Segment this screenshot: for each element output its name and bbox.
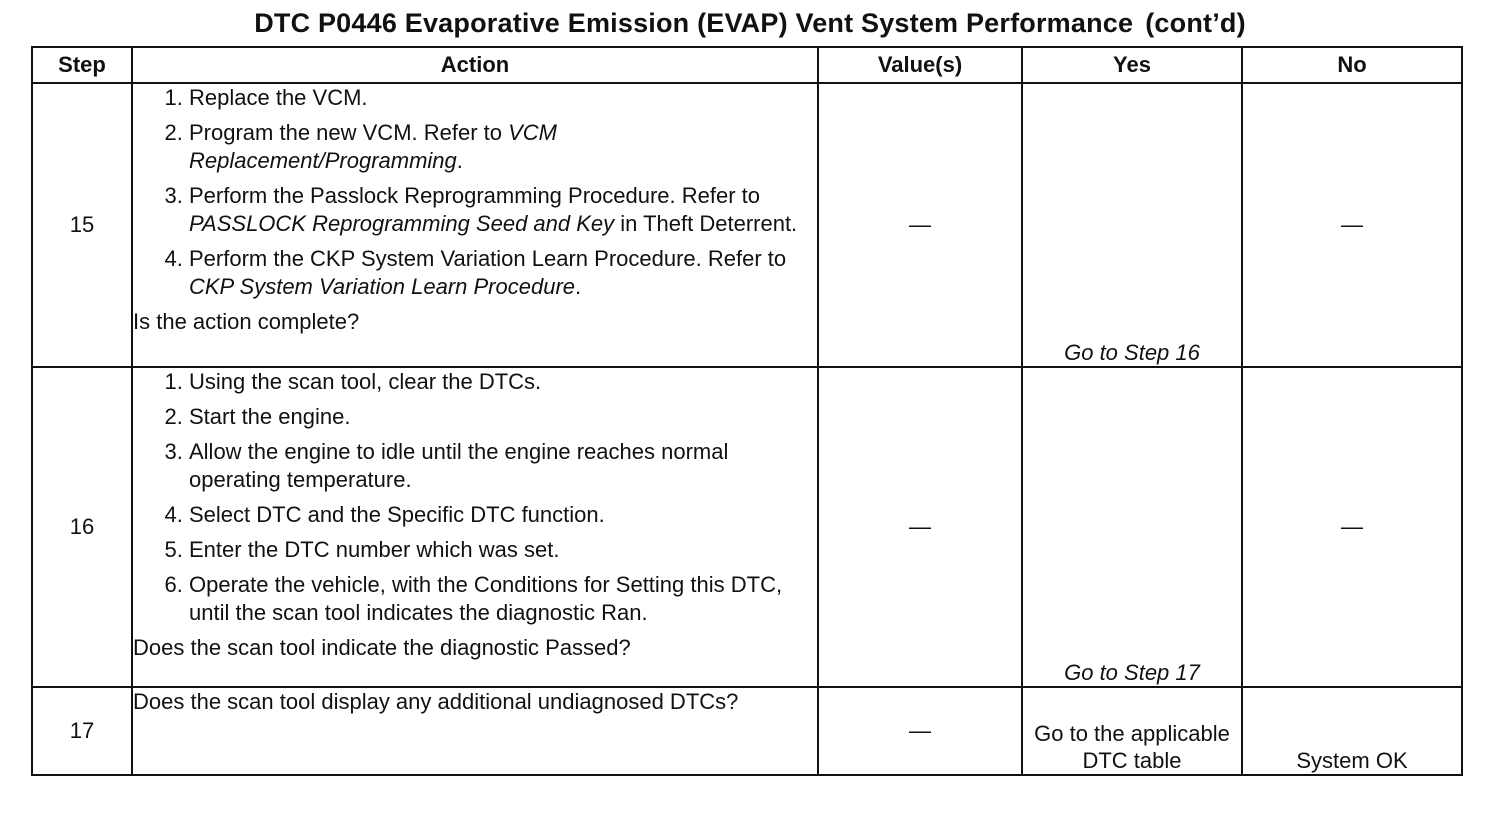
action-cell	[132, 83, 818, 367]
action-list	[133, 368, 817, 627]
value-cell: —	[818, 687, 1022, 775]
action-question: Does the scan tool display any additional undiagnosed DTCs?	[133, 689, 739, 714]
reference-link: VCM Replacement/Programming	[189, 120, 558, 173]
action-item: 2. Start the engine.	[189, 403, 817, 431]
header-action: Action	[132, 47, 818, 83]
title-main: DTC P0446 Evaporative Emission (EVAP) Vent System Performance	[254, 8, 1134, 38]
dtc-table	[31, 46, 1463, 776]
header-yes: Yes	[1022, 47, 1242, 83]
action-question: Is the action complete?	[133, 309, 360, 334]
step-number: 16	[32, 367, 132, 687]
header-row	[32, 47, 1462, 83]
action-item: 2. Program the new VCM. Refer to VCM Replacement/Programming.	[189, 119, 817, 175]
page-title	[0, 8, 1500, 39]
action-item: 4. Perform the CKP System Variation Learn Procedure. Refer to CKP System Variation Learn Procedure.	[189, 245, 817, 301]
action-item: 4. Select DTC and the Specific DTC function.	[189, 501, 817, 529]
value-cell: —	[818, 367, 1022, 687]
header-no: No	[1242, 47, 1462, 83]
header-step: Step	[32, 47, 132, 83]
action-list	[133, 84, 817, 301]
step-number: 17	[32, 687, 132, 775]
action-question: Does the scan tool indicate the diagnostic Passed?	[133, 635, 631, 660]
table-row-step-16	[32, 367, 1462, 687]
table-row-step-17	[32, 687, 1462, 775]
yes-result: Go to Step 17	[1064, 660, 1200, 685]
reference-link: CKP System Variation Learn Procedure	[189, 274, 575, 299]
action-item: 1. Replace the VCM.	[189, 84, 817, 112]
yes-cell	[1022, 83, 1242, 367]
yes-cell: Go to the applicable DTC table	[1022, 687, 1242, 775]
action-item: 5. Enter the DTC number which was set.	[189, 536, 817, 564]
action-item: 3. Allow the engine to idle until the engine reaches normal operating temperature.	[189, 438, 817, 494]
action-item: 6. Operate the vehicle, with the Conditions for Setting this DTC, until the scan tool indicates the diagnostic Ran.	[189, 571, 817, 627]
value-cell: —	[818, 83, 1022, 367]
no-cell: —	[1242, 83, 1462, 367]
title-continued: (cont’d)	[1145, 8, 1246, 38]
table-row-step-15	[32, 83, 1462, 367]
no-cell: System OK	[1242, 687, 1462, 775]
action-cell	[132, 367, 818, 687]
action-item: 1. Using the scan tool, clear the DTCs.	[189, 368, 817, 396]
action-cell	[132, 687, 818, 775]
yes-cell	[1022, 367, 1242, 687]
no-cell: —	[1242, 367, 1462, 687]
reference-link: PASSLOCK Reprogramming Seed and Key	[189, 211, 615, 236]
header-values: Value(s)	[818, 47, 1022, 83]
step-number: 15	[32, 83, 132, 367]
action-item: 3. Perform the Passlock Reprogramming Procedure. Refer to PASSLOCK Reprogramming Seed and Key in Theft Deterrent.	[189, 182, 817, 238]
yes-result: Go to Step 16	[1064, 340, 1200, 365]
